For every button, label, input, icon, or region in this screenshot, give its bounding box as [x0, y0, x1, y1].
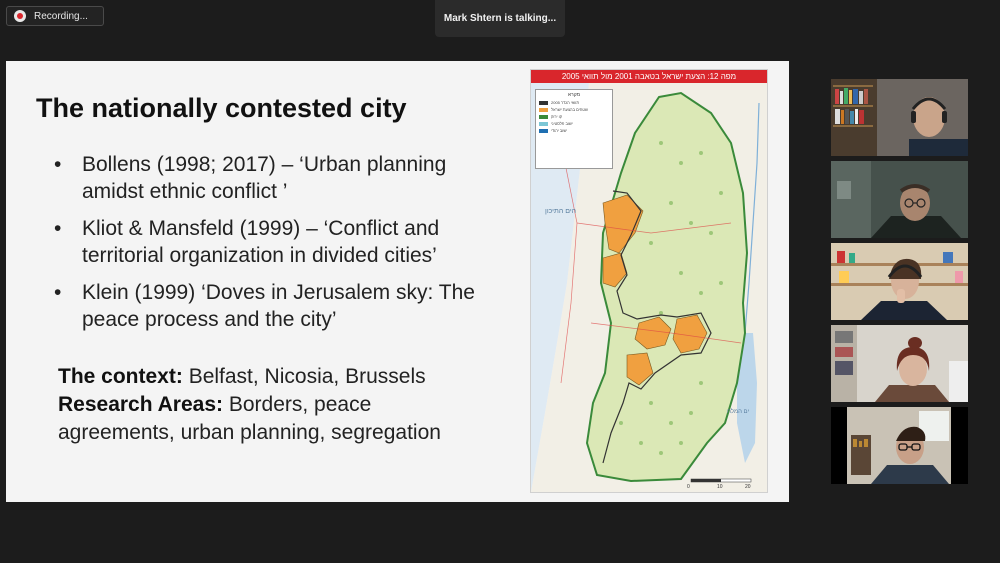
- map-image: [530, 69, 768, 493]
- svg-text:10: 10: [717, 484, 723, 490]
- legend-item: תוואי הגדר 2005: [536, 99, 612, 106]
- recording-label: Recording...: [34, 10, 88, 22]
- active-speaker-label: Mark Shtern is talking...: [443, 13, 557, 24]
- legend-item: ישוב פלסטיני: [536, 120, 612, 127]
- sea-label: הים התיכון: [545, 208, 577, 215]
- recording-icon: [13, 9, 27, 23]
- video-tile-participant-4[interactable]: [831, 325, 968, 402]
- research-text: Borders, peace agreements, urban planning, segregation: [58, 393, 441, 444]
- legend-title: מקרא: [567, 92, 581, 98]
- context-text: Belfast, Nicosia, Brussels: [188, 365, 426, 388]
- bullet-item: • Kliot & Mansfeld (1999) – ‘Conflict and territorial organization in divided cities’: [54, 215, 494, 269]
- bullet-item: • Bollens (1998; 2017) – ‘Urban planning amidst ethnic conflict ’: [54, 151, 494, 205]
- svg-text:0: 0: [687, 484, 690, 490]
- map-title: מפה 12: הצעת ישראל בטאבה 2001 מול תוואי 2005: [531, 70, 767, 83]
- video-tile-participant-3[interactable]: [831, 243, 968, 320]
- legend-item: קו ירוק: [536, 113, 612, 120]
- shared-slide: [6, 61, 789, 502]
- context-label: The context:: [58, 365, 183, 388]
- active-speaker-banner: [435, 0, 565, 37]
- bullet-item: • Klein (1999) ‘Doves in Jerusalem sky: The peace process and the city’: [54, 279, 494, 333]
- research-label: Research Areas:: [58, 393, 223, 416]
- legend-item: ישוב יהודי: [536, 127, 612, 134]
- slide-context: [58, 363, 488, 447]
- svg-text:20: 20: [745, 484, 751, 490]
- slide-bullets: [54, 151, 494, 343]
- video-tile-participant-2[interactable]: [831, 161, 968, 238]
- slide-title: The nationally contested city: [36, 93, 407, 123]
- video-tile-participant-1[interactable]: [831, 79, 968, 156]
- recording-indicator[interactable]: [6, 6, 104, 26]
- map-graphic: [531, 83, 767, 492]
- legend-item: שטחים בהצעת ישראל: [536, 106, 612, 113]
- dead-sea-label: ים המלח: [727, 409, 750, 415]
- video-tile-participant-5[interactable]: [831, 407, 968, 484]
